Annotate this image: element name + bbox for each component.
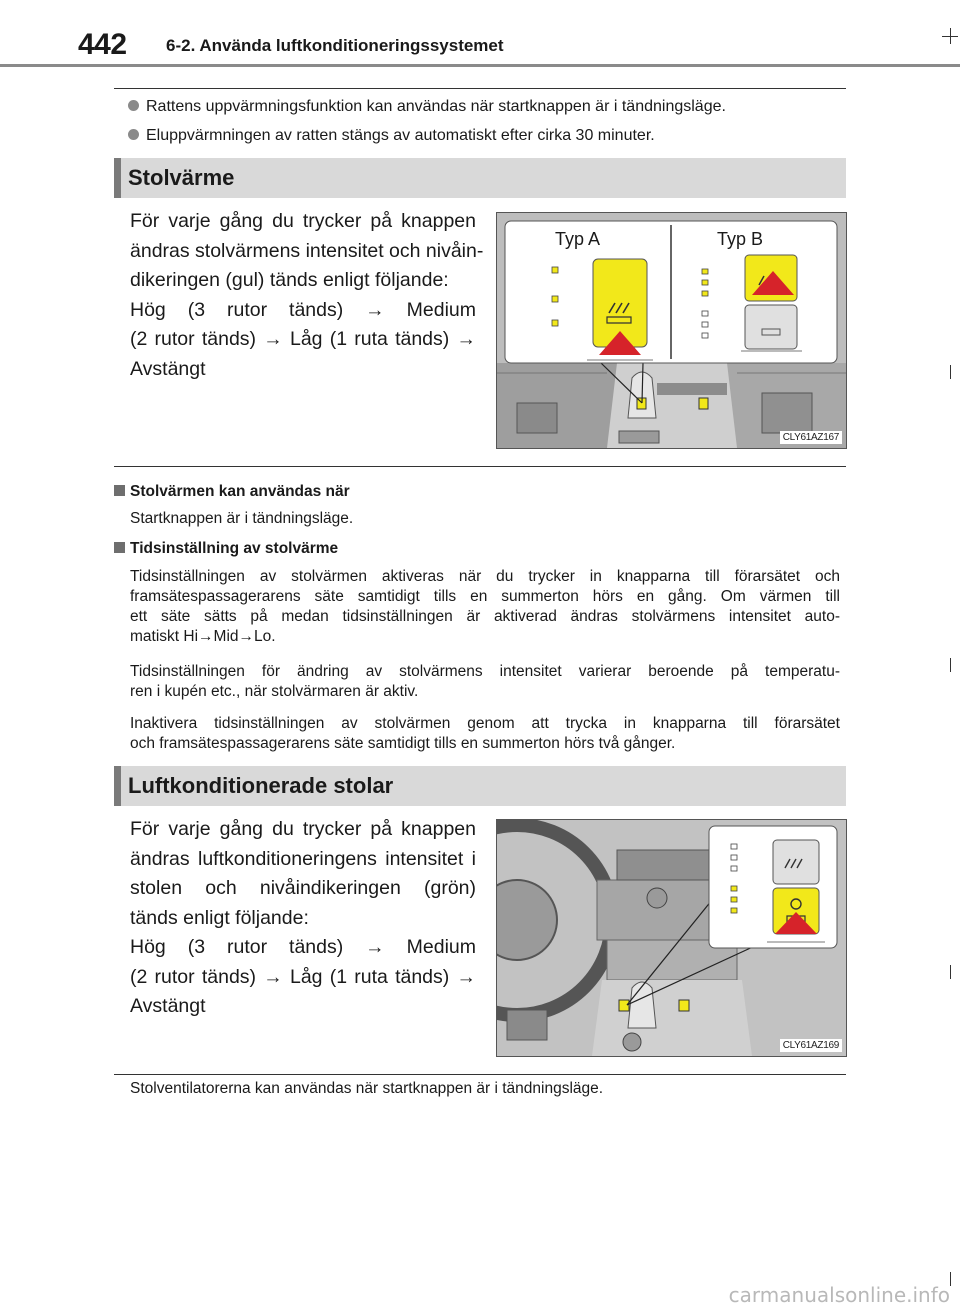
square-bullet-icon (114, 485, 125, 496)
paragraph (130, 567, 840, 647)
bullet-dot-icon (128, 129, 139, 140)
text-line: dikeringen (gul) tänds enligt följande: (130, 269, 449, 291)
text-line: Avstängt (130, 357, 206, 380)
subheading-text: Stolvärmen kan användas när (130, 483, 350, 500)
text-line: ändras luftkonditioneringens intensitet i (130, 847, 476, 870)
luft-note: Stolventilatorerna kan användas när startknappen är i tändningsläge. (130, 1080, 604, 1097)
text-line: framsätespassagerarens säte samtidigt tills en summerton hörs en gång. Om värmen till (130, 588, 840, 605)
text-line: Avstängt (130, 995, 206, 1017)
text-line: För varje gång du trycker på knappen (130, 818, 476, 840)
text-line: ändras stolvärmens intensitet och nivåin- (130, 239, 484, 262)
text-line: ren i kupén etc., när stolvärmaren är aktiv. (130, 683, 419, 700)
text-line: ett säte sätts på medan tidsinställningen är aktiverad ändras stolvärmens intensitet auto- (130, 608, 840, 625)
header-rule (0, 64, 960, 67)
paragraph (130, 714, 840, 754)
type-b-label: Typ B (717, 229, 764, 249)
footer-watermark: carmanualsonline.info (728, 1283, 950, 1307)
stolvarme-description (130, 207, 484, 384)
page-number: 442 (78, 28, 127, 61)
note-text: Eluppvärmningen av ratten stängs av automatiskt efter cirka 30 minuter. (146, 127, 655, 144)
text-line: Tidsinställningen av stolvärmen aktiveras när du trycker in knapparna till förarsätet och (130, 568, 840, 585)
text-line: Hög (3 rutor tänds) → Medium (130, 936, 476, 958)
section-title: Luftkonditionerade stolar (128, 773, 394, 798)
paragraph (130, 662, 840, 702)
section-accent (114, 158, 121, 198)
crop-mark (950, 965, 951, 979)
text-line: Hög (3 rutor tänds) → Medium (130, 298, 476, 321)
seat-heater-figure (496, 212, 847, 449)
dashboard-illustration (497, 820, 846, 1056)
section-heading-luft (114, 766, 846, 806)
type-a-label: Typ A (555, 229, 601, 249)
text-line: För varje gång du trycker på knappen (130, 210, 476, 232)
ventilated-seat-figure (496, 819, 847, 1057)
section-accent (114, 766, 121, 806)
note-text: Rattens uppvärmningsfunktion kan användas när startknappen är i tändningsläge. (146, 98, 726, 115)
text-line: och framsätespassagerarens säte samtidigt tills en summerton hörs två gånger. (130, 735, 676, 752)
crop-mark (950, 658, 951, 672)
crop-mark (950, 1272, 951, 1286)
subheading-usage (114, 483, 350, 501)
luft-description (130, 815, 476, 1022)
section-heading-stolvarme (114, 158, 846, 198)
divider (114, 1074, 846, 1075)
crop-mark (950, 365, 951, 379)
text-line: Tidsinställningen för ändring av stolvärmens intensitet varierar beroende på temperatu- (130, 663, 840, 680)
figure-code: CLY61AZ169 (780, 1039, 842, 1052)
note-bullet (128, 98, 726, 116)
divider (114, 88, 846, 89)
text-line: Inaktivera tidsinställningen av stolvärmen genom att trycka in knapparna till förarsätet (130, 715, 840, 732)
text-line: matiskt Hi→Mid→Lo. (130, 628, 276, 645)
note-bullet (128, 127, 655, 145)
subheading-timer (114, 540, 338, 558)
text-line: tänds enligt följande: (130, 906, 309, 929)
bullet-dot-icon (128, 100, 139, 111)
text-line: (2 rutor tänds) → Låg (1 ruta tänds) → (130, 328, 476, 350)
figure-code: CLY61AZ167 (780, 431, 842, 444)
paragraph (130, 509, 840, 529)
text-line: Startknappen är i tändningsläge. (130, 510, 354, 527)
divider (114, 466, 846, 467)
section-title: Stolvärme (128, 165, 235, 190)
square-bullet-icon (114, 542, 125, 553)
text-line: (2 rutor tänds) → Låg (1 ruta tänds) → (130, 965, 476, 988)
console-illustration (497, 213, 846, 448)
text-line: stolen och nivåindikeringen (grön) (130, 877, 476, 899)
chapter-title: 6-2. Använda luftkonditioneringssystemet (166, 36, 504, 55)
crop-mark (942, 36, 958, 37)
subheading-text: Tidsinställning av stolvärme (130, 540, 339, 557)
